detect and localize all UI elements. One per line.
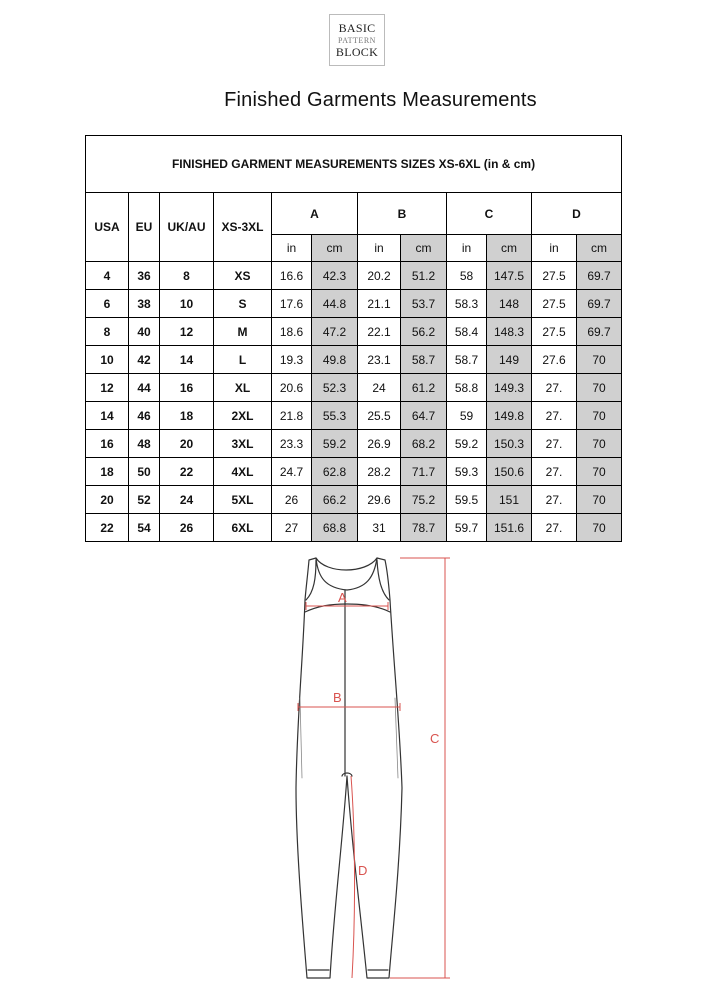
cm-value-cell: 66.2 [312, 486, 358, 514]
cm-value-cell: 70 [577, 402, 622, 430]
in-value-cell: 24.7 [272, 458, 312, 486]
in-value-cell: 27. [532, 486, 577, 514]
in-value-cell: 27. [532, 430, 577, 458]
table-row [86, 290, 622, 318]
cm-value-cell: 148.3 [487, 318, 532, 346]
in-value-cell: 19.3 [272, 346, 312, 374]
in-value-cell: 29.6 [358, 486, 401, 514]
size-cell: 22 [86, 514, 129, 542]
size-cell: 48 [129, 430, 160, 458]
in-value-cell: 16.6 [272, 262, 312, 290]
size-cell: 10 [86, 346, 129, 374]
cm-value-cell: 59.2 [312, 430, 358, 458]
cm-value-cell: 151 [487, 486, 532, 514]
size-cell: 16 [160, 374, 214, 402]
size-cell: 40 [129, 318, 160, 346]
cm-value-cell: 56.2 [401, 318, 447, 346]
size-cell: 18 [86, 458, 129, 486]
in-value-cell: 58.7 [447, 346, 487, 374]
size-cell: 20 [86, 486, 129, 514]
in-value-cell: 27. [532, 402, 577, 430]
cm-value-cell: 70 [577, 430, 622, 458]
table-row [86, 458, 622, 486]
in-value-cell: 27. [532, 458, 577, 486]
unit-cm: cm [577, 235, 622, 262]
size-cell: 10 [160, 290, 214, 318]
unit-in: in [532, 235, 577, 262]
in-value-cell: 17.6 [272, 290, 312, 318]
page-title: Finished Garments Measurements [224, 89, 537, 111]
measure-labels [333, 590, 439, 878]
cm-value-cell: 55.3 [312, 402, 358, 430]
size-cell: XL [214, 374, 272, 402]
table-row [86, 486, 622, 514]
cm-value-cell: 61.2 [401, 374, 447, 402]
size-cell: 16 [86, 430, 129, 458]
armhole-right [377, 560, 389, 600]
size-cell: 42 [129, 346, 160, 374]
header-group-a: A [272, 193, 358, 235]
measure-line-d [351, 776, 355, 978]
in-value-cell: 59.3 [447, 458, 487, 486]
size-cell: 4XL [214, 458, 272, 486]
table-row [86, 514, 622, 542]
unit-cm: cm [312, 235, 358, 262]
cm-value-cell: 53.7 [401, 290, 447, 318]
size-cell: 8 [86, 318, 129, 346]
size-cell: 52 [129, 486, 160, 514]
cm-value-cell: 58.7 [401, 346, 447, 374]
size-cell: 12 [86, 374, 129, 402]
in-value-cell: 27. [532, 514, 577, 542]
cm-value-cell: 47.2 [312, 318, 358, 346]
size-cell: 14 [160, 346, 214, 374]
table-row [86, 346, 622, 374]
size-cell: 6XL [214, 514, 272, 542]
header-eu: EU [129, 193, 160, 262]
in-value-cell: 27 [272, 514, 312, 542]
in-value-cell: 21.8 [272, 402, 312, 430]
size-cell: 38 [129, 290, 160, 318]
measurements-table [85, 135, 622, 542]
side-shading [300, 698, 398, 778]
in-value-cell: 27.6 [532, 346, 577, 374]
unit-in: in [358, 235, 401, 262]
cm-value-cell: 71.7 [401, 458, 447, 486]
bust-seam [305, 604, 390, 612]
cm-value-cell: 52.3 [312, 374, 358, 402]
size-cell: 12 [160, 318, 214, 346]
cm-value-cell: 68.8 [312, 514, 358, 542]
in-value-cell: 27.5 [532, 262, 577, 290]
brand-logo [329, 14, 385, 66]
in-value-cell: 31 [358, 514, 401, 542]
cm-value-cell: 69.7 [577, 290, 622, 318]
label-c: C [430, 731, 440, 746]
measure-lines [298, 558, 450, 978]
in-value-cell: 24 [358, 374, 401, 402]
in-value-cell: 26.9 [358, 430, 401, 458]
cm-value-cell: 68.2 [401, 430, 447, 458]
size-cell: L [214, 346, 272, 374]
table-body [86, 262, 622, 542]
in-value-cell: 58.8 [447, 374, 487, 402]
size-cell: 26 [160, 514, 214, 542]
table-row [86, 374, 622, 402]
header-group-c: C [447, 193, 532, 235]
in-value-cell: 23.3 [272, 430, 312, 458]
cm-value-cell: 75.2 [401, 486, 447, 514]
size-cell: 20 [160, 430, 214, 458]
cm-value-cell: 149.3 [487, 374, 532, 402]
unit-in: in [272, 235, 312, 262]
cm-value-cell: 62.8 [312, 458, 358, 486]
size-cell: 46 [129, 402, 160, 430]
cm-value-cell: 70 [577, 374, 622, 402]
header-usa: USA [86, 193, 129, 262]
in-value-cell: 27.5 [532, 318, 577, 346]
in-value-cell: 26 [272, 486, 312, 514]
unit-cm: cm [401, 235, 447, 262]
in-value-cell: 25.5 [358, 402, 401, 430]
header-group-b: B [358, 193, 447, 235]
in-value-cell: 58.3 [447, 290, 487, 318]
size-cell: 6 [86, 290, 129, 318]
label-a: A [338, 590, 347, 605]
header-group-d: D [532, 193, 622, 235]
table-row [86, 402, 622, 430]
in-value-cell: 59.7 [447, 514, 487, 542]
cm-value-cell: 70 [577, 486, 622, 514]
cm-value-cell: 150.6 [487, 458, 532, 486]
size-cell: 4 [86, 262, 129, 290]
table-title: FINISHED GARMENT MEASUREMENTS SIZES XS-6XL (in & cm) [86, 136, 622, 193]
unit-in: in [447, 235, 487, 262]
header-size-letter: XS-3XL [214, 193, 272, 262]
in-value-cell: 58.4 [447, 318, 487, 346]
unit-cm: cm [487, 235, 532, 262]
cm-value-cell: 150.3 [487, 430, 532, 458]
jumpsuit-outline [296, 558, 402, 978]
cm-value-cell: 44.8 [312, 290, 358, 318]
in-value-cell: 59 [447, 402, 487, 430]
size-cell: 54 [129, 514, 160, 542]
cm-value-cell: 49.8 [312, 346, 358, 374]
size-cell: 8 [160, 262, 214, 290]
cm-value-cell: 149.8 [487, 402, 532, 430]
cm-value-cell: 147.5 [487, 262, 532, 290]
in-value-cell: 22.1 [358, 318, 401, 346]
logo-line-basic: BASIC [338, 21, 376, 35]
cm-value-cell: 70 [577, 346, 622, 374]
size-cell: 3XL [214, 430, 272, 458]
size-cell: 18 [160, 402, 214, 430]
in-value-cell: 59.5 [447, 486, 487, 514]
logo-line-block: BLOCK [335, 45, 379, 59]
size-cell: 14 [86, 402, 129, 430]
in-value-cell: 23.1 [358, 346, 401, 374]
cm-value-cell: 151.6 [487, 514, 532, 542]
in-value-cell: 27. [532, 374, 577, 402]
in-value-cell: 27.5 [532, 290, 577, 318]
label-b: B [333, 690, 342, 705]
table-row [86, 318, 622, 346]
in-value-cell: 18.6 [272, 318, 312, 346]
label-d: D [358, 863, 368, 878]
table-row [86, 262, 622, 290]
in-value-cell: 59.2 [447, 430, 487, 458]
in-value-cell: 20.2 [358, 262, 401, 290]
header-uk-au: UK/AU [160, 193, 214, 262]
in-value-cell: 58 [447, 262, 487, 290]
neckline-inner [316, 558, 377, 590]
cm-value-cell: 148 [487, 290, 532, 318]
size-cell: S [214, 290, 272, 318]
cm-value-cell: 70 [577, 514, 622, 542]
cm-value-cell: 69.7 [577, 262, 622, 290]
size-cell: 5XL [214, 486, 272, 514]
size-cell: 24 [160, 486, 214, 514]
cm-value-cell: 78.7 [401, 514, 447, 542]
in-value-cell: 21.1 [358, 290, 401, 318]
jumpsuit-diagram [0, 548, 713, 1008]
cm-value-cell: 51.2 [401, 262, 447, 290]
size-cell: 22 [160, 458, 214, 486]
logo-line-pattern: PATTERN [338, 36, 376, 45]
size-cell: XS [214, 262, 272, 290]
table-row [86, 430, 622, 458]
body-outline [296, 558, 402, 978]
size-cell: 44 [129, 374, 160, 402]
cm-value-cell: 42.3 [312, 262, 358, 290]
cm-value-cell: 70 [577, 458, 622, 486]
cm-value-cell: 64.7 [401, 402, 447, 430]
cm-value-cell: 149 [487, 346, 532, 374]
size-cell: 36 [129, 262, 160, 290]
size-cell: 50 [129, 458, 160, 486]
size-cell: 2XL [214, 402, 272, 430]
size-cell: M [214, 318, 272, 346]
in-value-cell: 20.6 [272, 374, 312, 402]
in-value-cell: 28.2 [358, 458, 401, 486]
cm-value-cell: 69.7 [577, 318, 622, 346]
